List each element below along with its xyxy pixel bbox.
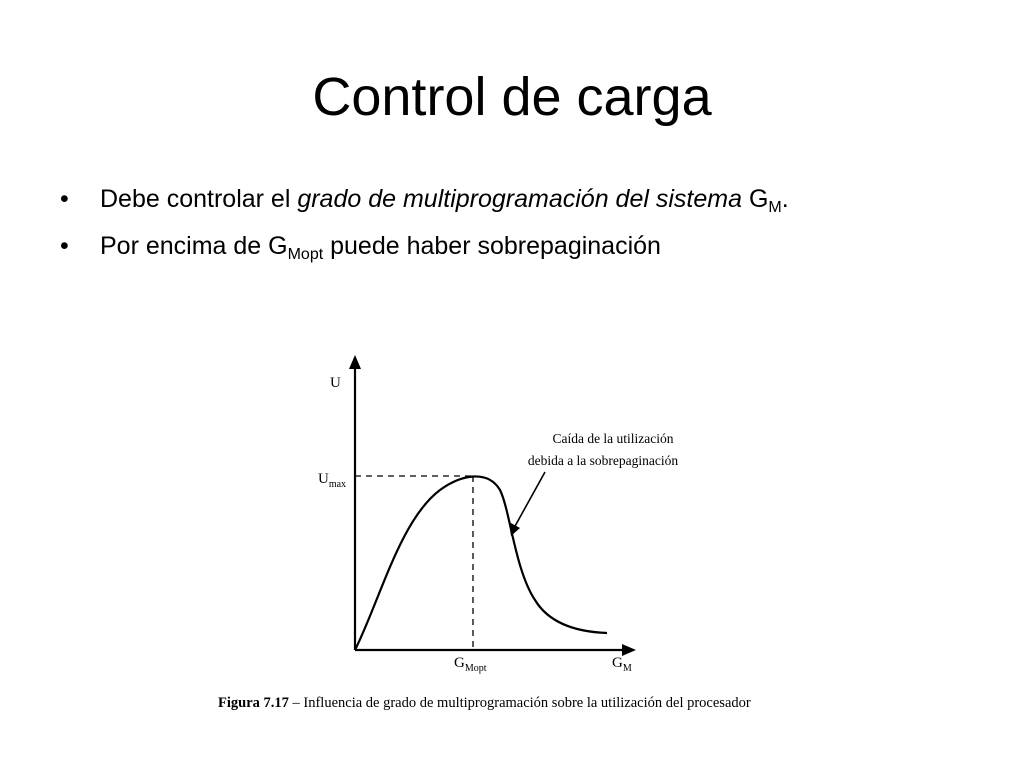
bullet-1-text-before: Debe controlar el <box>100 185 298 213</box>
annotation-line-2: debida a la sobrepaginación <box>527 453 679 468</box>
bullet-2-text-before: Por encima de G <box>100 232 288 260</box>
slide-title: Control de carga <box>312 67 712 127</box>
bullet-1-text-after: G <box>742 185 769 213</box>
umax-sub: max <box>328 479 347 490</box>
utilization-curve <box>355 476 607 650</box>
y-axis-arrow-icon <box>349 355 361 369</box>
bullet-2-text-after: puede haber sobrepaginación <box>323 232 661 260</box>
bullet-dot-icon: • <box>60 185 69 213</box>
x-axis-label <box>612 655 632 674</box>
gmopt-main: G <box>454 655 465 671</box>
bullet-1-subscript: M <box>768 199 782 216</box>
bullet-1-end: . <box>781 185 789 213</box>
caption-rest: – Influencia de grado de multiprogramación sobre la utilización del procesador <box>288 695 751 711</box>
gmopt-sub: Mopt <box>464 663 487 674</box>
bullet-2-subscript: Mopt <box>287 246 324 263</box>
bullet-1-italic: grado de multiprogramación del sistema <box>297 185 742 213</box>
figure-caption <box>218 695 751 711</box>
x-axis-sub: M <box>622 663 632 674</box>
annotation-arrow-line <box>514 472 545 528</box>
caption-bold: Figura 7.17 <box>218 695 289 711</box>
annotation-line-1: Caída de la utilización <box>552 431 674 446</box>
umax-main: U <box>318 471 329 487</box>
x-axis-arrow-icon <box>622 644 636 656</box>
gmopt-label <box>454 655 487 674</box>
umax-label <box>318 471 346 490</box>
bullet-dot-icon: • <box>60 232 69 260</box>
annotation-arrow-head-icon <box>509 522 520 536</box>
x-axis-main: G <box>612 655 623 671</box>
y-axis-label: U <box>330 375 341 391</box>
